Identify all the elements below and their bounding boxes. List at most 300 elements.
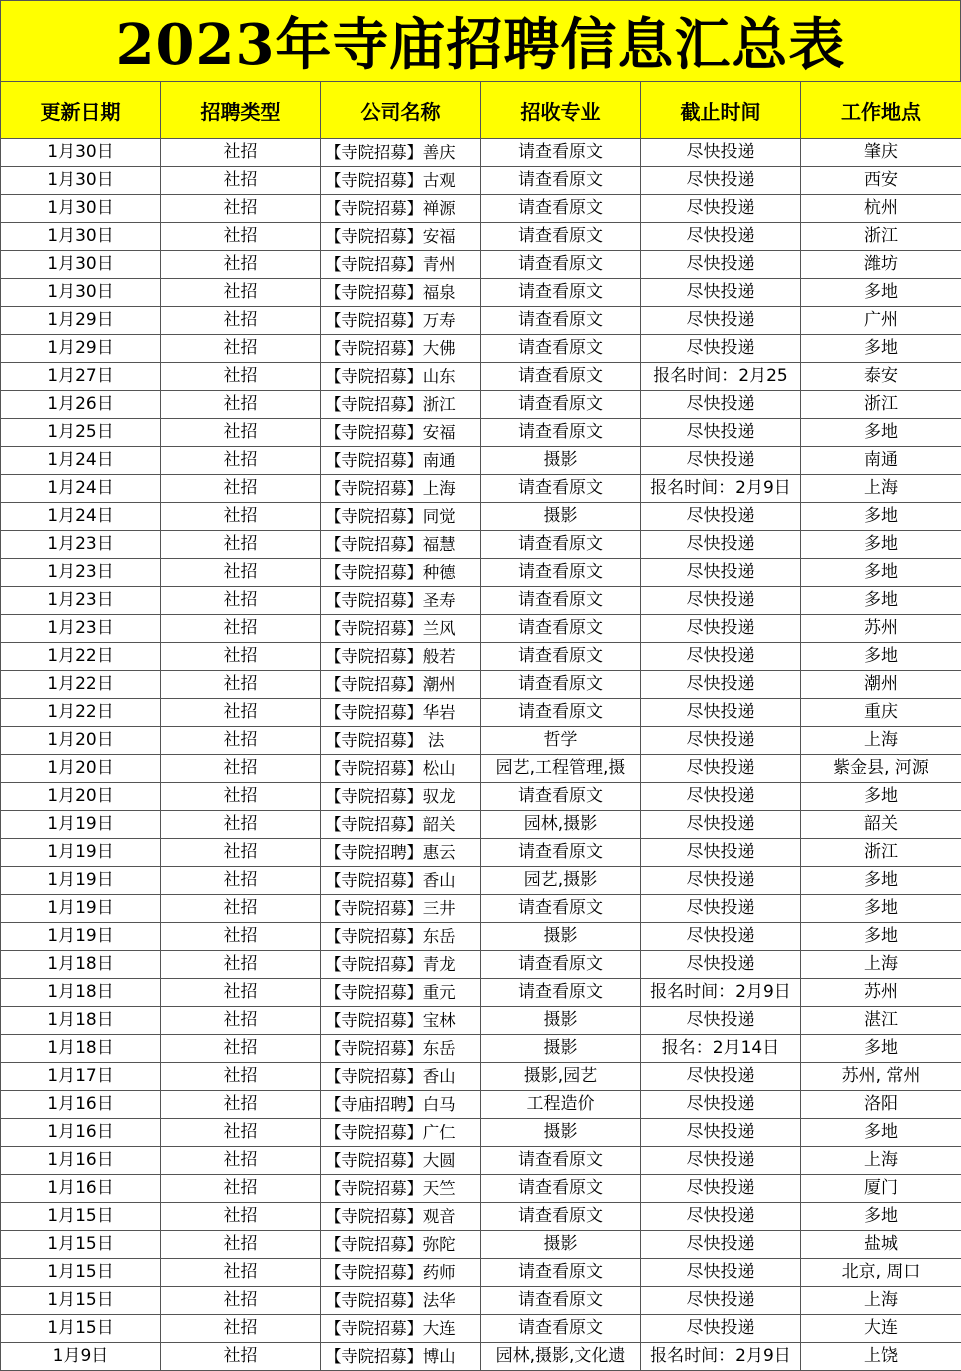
cell-recruit-type: 社招	[161, 391, 321, 419]
cell-major: 请查看原文	[481, 251, 641, 279]
table-row	[1, 1091, 961, 1119]
cell-major: 请查看原文	[481, 643, 641, 671]
cell-major: 园林,摄影,文化遗	[481, 1343, 641, 1371]
cell-recruit-type: 社招	[161, 363, 321, 391]
cell-update-date: 1月20日	[1, 727, 161, 755]
cell-recruit-type: 社招	[161, 531, 321, 559]
cell-company-name: 【寺院招募】兰风	[321, 615, 481, 643]
cell-major: 请查看原文	[481, 1147, 641, 1175]
cell-company-name: 【寺院招募】禅源	[321, 195, 481, 223]
cell-location: 上海	[801, 1287, 961, 1315]
header-row	[1, 82, 961, 139]
cell-company-name: 【寺院招募】般若	[321, 643, 481, 671]
cell-location: 多地	[801, 783, 961, 811]
cell-update-date: 1月15日	[1, 1231, 161, 1259]
cell-deadline: 尽快投递	[641, 895, 801, 923]
cell-recruit-type: 社招	[161, 643, 321, 671]
table-row	[1, 251, 961, 279]
table-row	[1, 1147, 961, 1175]
cell-major: 请查看原文	[481, 363, 641, 391]
cell-update-date: 1月19日	[1, 867, 161, 895]
cell-recruit-type: 社招	[161, 1007, 321, 1035]
table-row	[1, 279, 961, 307]
cell-update-date: 1月18日	[1, 1007, 161, 1035]
cell-recruit-type: 社招	[161, 139, 321, 167]
cell-company-name: 【寺院招募】万寿	[321, 307, 481, 335]
cell-recruit-type: 社招	[161, 223, 321, 251]
cell-deadline: 尽快投递	[641, 951, 801, 979]
cell-location: 上饶	[801, 1343, 961, 1371]
cell-company-name: 【寺院招募】弥陀	[321, 1231, 481, 1259]
table-row	[1, 335, 961, 363]
cell-update-date: 1月24日	[1, 475, 161, 503]
cell-update-date: 1月15日	[1, 1287, 161, 1315]
cell-major: 请查看原文	[481, 307, 641, 335]
cell-location: 上海	[801, 475, 961, 503]
cell-update-date: 1月9日	[1, 1343, 161, 1371]
cell-location: 盐城	[801, 1231, 961, 1259]
cell-major: 请查看原文	[481, 475, 641, 503]
cell-recruit-type: 社招	[161, 699, 321, 727]
cell-deadline: 尽快投递	[641, 839, 801, 867]
cell-deadline: 尽快投递	[641, 1259, 801, 1287]
cell-major: 请查看原文	[481, 139, 641, 167]
cell-deadline: 尽快投递	[641, 167, 801, 195]
cell-update-date: 1月15日	[1, 1315, 161, 1343]
cell-deadline: 尽快投递	[641, 1231, 801, 1259]
table-row	[1, 167, 961, 195]
cell-update-date: 1月19日	[1, 923, 161, 951]
cell-deadline: 尽快投递	[641, 1175, 801, 1203]
table-row	[1, 1175, 961, 1203]
cell-recruit-type: 社招	[161, 503, 321, 531]
cell-major: 请查看原文	[481, 783, 641, 811]
cell-update-date: 1月20日	[1, 783, 161, 811]
cell-recruit-type: 社招	[161, 839, 321, 867]
cell-location: 上海	[801, 1147, 961, 1175]
cell-deadline: 尽快投递	[641, 783, 801, 811]
cell-deadline: 尽快投递	[641, 867, 801, 895]
cell-major: 请查看原文	[481, 979, 641, 1007]
cell-location: 南通	[801, 447, 961, 475]
cell-major: 摄影	[481, 1231, 641, 1259]
cell-company-name: 【寺庙招聘】白马	[321, 1091, 481, 1119]
cell-update-date: 1月22日	[1, 699, 161, 727]
cell-location: 紫金县, 河源	[801, 755, 961, 783]
cell-major: 请查看原文	[481, 223, 641, 251]
cell-recruit-type: 社招	[161, 279, 321, 307]
cell-deadline: 尽快投递	[641, 671, 801, 699]
cell-company-name: 【寺院招募】大连	[321, 1315, 481, 1343]
cell-location: 湛江	[801, 1007, 961, 1035]
cell-location: 多地	[801, 643, 961, 671]
cell-recruit-type: 社招	[161, 1259, 321, 1287]
cell-company-name: 【寺院招募】青州	[321, 251, 481, 279]
cell-recruit-type: 社招	[161, 895, 321, 923]
cell-deadline: 尽快投递	[641, 1315, 801, 1343]
table-row	[1, 195, 961, 223]
cell-deadline: 尽快投递	[641, 643, 801, 671]
cell-company-name: 【寺院招募】宝林	[321, 1007, 481, 1035]
cell-major: 请查看原文	[481, 587, 641, 615]
header-company-name: 公司名称	[321, 82, 481, 139]
cell-recruit-type: 社招	[161, 671, 321, 699]
cell-deadline: 尽快投递	[641, 1091, 801, 1119]
cell-major: 请查看原文	[481, 1175, 641, 1203]
cell-major: 请查看原文	[481, 1259, 641, 1287]
cell-company-name: 【寺院招募】圣寿	[321, 587, 481, 615]
cell-company-name: 【寺院招募】同觉	[321, 503, 481, 531]
table-row	[1, 363, 961, 391]
cell-major: 园林,摄影	[481, 811, 641, 839]
cell-deadline: 尽快投递	[641, 755, 801, 783]
cell-deadline: 尽快投递	[641, 279, 801, 307]
table-row	[1, 475, 961, 503]
cell-recruit-type: 社招	[161, 1147, 321, 1175]
cell-location: 浙江	[801, 839, 961, 867]
cell-company-name: 【寺院招募】安福	[321, 223, 481, 251]
header-update-date: 更新日期	[1, 82, 161, 139]
table-row	[1, 923, 961, 951]
cell-recruit-type: 社招	[161, 979, 321, 1007]
cell-company-name: 【寺院招募】安福	[321, 419, 481, 447]
cell-major: 摄影	[481, 1007, 641, 1035]
cell-location: 苏州	[801, 615, 961, 643]
cell-recruit-type: 社招	[161, 727, 321, 755]
cell-company-name: 【寺院招募】华岩	[321, 699, 481, 727]
cell-major: 摄影,园艺	[481, 1063, 641, 1091]
cell-company-name: 【寺院招募】观音	[321, 1203, 481, 1231]
cell-company-name: 【寺院招募】东岳	[321, 923, 481, 951]
cell-location: 多地	[801, 503, 961, 531]
cell-recruit-type: 社招	[161, 951, 321, 979]
table-row	[1, 1343, 961, 1371]
cell-recruit-type: 社招	[161, 1203, 321, 1231]
cell-recruit-type: 社招	[161, 1175, 321, 1203]
cell-company-name: 【寺院招募】重元	[321, 979, 481, 1007]
cell-major: 请查看原文	[481, 1315, 641, 1343]
cell-deadline: 尽快投递	[641, 615, 801, 643]
table-row	[1, 223, 961, 251]
cell-deadline: 尽快投递	[641, 923, 801, 951]
cell-location: 浙江	[801, 391, 961, 419]
cell-update-date: 1月16日	[1, 1147, 161, 1175]
cell-company-name: 【寺院招募】法华	[321, 1287, 481, 1315]
table-body	[1, 139, 961, 1371]
cell-company-name: 【寺院招募】大佛	[321, 335, 481, 363]
cell-location: 多地	[801, 1119, 961, 1147]
cell-update-date: 1月20日	[1, 755, 161, 783]
cell-recruit-type: 社招	[161, 1315, 321, 1343]
cell-deadline: 尽快投递	[641, 587, 801, 615]
cell-location: 多地	[801, 587, 961, 615]
cell-deadline: 尽快投递	[641, 1147, 801, 1175]
cell-deadline: 尽快投递	[641, 727, 801, 755]
cell-major: 请查看原文	[481, 615, 641, 643]
table-row	[1, 951, 961, 979]
table-row	[1, 979, 961, 1007]
cell-update-date: 1月30日	[1, 223, 161, 251]
cell-recruit-type: 社招	[161, 755, 321, 783]
table-row	[1, 307, 961, 335]
table-row	[1, 895, 961, 923]
cell-update-date: 1月19日	[1, 811, 161, 839]
cell-location: 多地	[801, 531, 961, 559]
cell-deadline: 报名时间：2月25	[641, 363, 801, 391]
table-row	[1, 1203, 961, 1231]
table-row	[1, 1119, 961, 1147]
cell-recruit-type: 社招	[161, 1119, 321, 1147]
cell-location: 多地	[801, 559, 961, 587]
table-row	[1, 559, 961, 587]
cell-update-date: 1月26日	[1, 391, 161, 419]
cell-location: 肇庆	[801, 139, 961, 167]
cell-location: 多地	[801, 335, 961, 363]
table-row	[1, 531, 961, 559]
cell-company-name: 【寺院招募】天竺	[321, 1175, 481, 1203]
cell-update-date: 1月15日	[1, 1259, 161, 1287]
cell-company-name: 【寺院招聘】惠云	[321, 839, 481, 867]
cell-location: 潍坊	[801, 251, 961, 279]
cell-company-name: 【寺院招募】药师	[321, 1259, 481, 1287]
cell-company-name: 【寺院招募】香山	[321, 1063, 481, 1091]
header-deadline: 截止时间	[641, 82, 801, 139]
cell-location: 多地	[801, 1035, 961, 1063]
cell-company-name: 【寺院招募】潮州	[321, 671, 481, 699]
cell-update-date: 1月30日	[1, 279, 161, 307]
cell-update-date: 1月19日	[1, 895, 161, 923]
cell-major: 摄影	[481, 503, 641, 531]
table-row	[1, 811, 961, 839]
cell-major: 请查看原文	[481, 279, 641, 307]
cell-deadline: 尽快投递	[641, 335, 801, 363]
cell-company-name: 【寺院招募】东岳	[321, 1035, 481, 1063]
cell-update-date: 1月29日	[1, 307, 161, 335]
cell-deadline: 尽快投递	[641, 419, 801, 447]
cell-company-name: 【寺院招募】青龙	[321, 951, 481, 979]
table-row	[1, 1315, 961, 1343]
cell-recruit-type: 社招	[161, 923, 321, 951]
cell-update-date: 1月24日	[1, 503, 161, 531]
cell-recruit-type: 社招	[161, 1343, 321, 1371]
cell-recruit-type: 社招	[161, 587, 321, 615]
table-row	[1, 447, 961, 475]
cell-company-name: 【寺院招募】韶关	[321, 811, 481, 839]
cell-recruit-type: 社招	[161, 251, 321, 279]
cell-update-date: 1月23日	[1, 615, 161, 643]
cell-company-name: 【寺院招募】大圆	[321, 1147, 481, 1175]
cell-update-date: 1月30日	[1, 167, 161, 195]
table-row	[1, 615, 961, 643]
table-row	[1, 839, 961, 867]
cell-location: 上海	[801, 727, 961, 755]
table-row	[1, 1231, 961, 1259]
cell-company-name: 【寺院招募】种德	[321, 559, 481, 587]
cell-major: 摄影	[481, 447, 641, 475]
cell-deadline: 报名时间：2月9日	[641, 979, 801, 1007]
cell-major: 请查看原文	[481, 167, 641, 195]
cell-company-name: 【寺院招募】三井	[321, 895, 481, 923]
cell-update-date: 1月16日	[1, 1175, 161, 1203]
cell-company-name: 【寺院招募】善庆	[321, 139, 481, 167]
cell-deadline: 尽快投递	[641, 503, 801, 531]
cell-location: 多地	[801, 419, 961, 447]
cell-major: 工程造价	[481, 1091, 641, 1119]
cell-update-date: 1月24日	[1, 447, 161, 475]
cell-location: 大连	[801, 1315, 961, 1343]
table-row	[1, 391, 961, 419]
cell-deadline: 尽快投递	[641, 139, 801, 167]
cell-update-date: 1月15日	[1, 1203, 161, 1231]
cell-major: 请查看原文	[481, 531, 641, 559]
cell-location: 杭州	[801, 195, 961, 223]
table-row	[1, 643, 961, 671]
cell-location: 厦门	[801, 1175, 961, 1203]
cell-company-name: 【寺院招募】福慧	[321, 531, 481, 559]
cell-update-date: 1月22日	[1, 671, 161, 699]
cell-update-date: 1月18日	[1, 951, 161, 979]
cell-recruit-type: 社招	[161, 307, 321, 335]
cell-update-date: 1月25日	[1, 419, 161, 447]
table-row	[1, 867, 961, 895]
cell-recruit-type: 社招	[161, 811, 321, 839]
cell-major: 摄影	[481, 1035, 641, 1063]
header-major: 招收专业	[481, 82, 641, 139]
cell-location: 洛阳	[801, 1091, 961, 1119]
cell-deadline: 报名时间：2月9日	[641, 1343, 801, 1371]
cell-location: 上海	[801, 951, 961, 979]
cell-update-date: 1月19日	[1, 839, 161, 867]
cell-recruit-type: 社招	[161, 559, 321, 587]
cell-update-date: 1月23日	[1, 587, 161, 615]
cell-deadline: 尽快投递	[641, 1287, 801, 1315]
cell-major: 请查看原文	[481, 951, 641, 979]
table-row	[1, 727, 961, 755]
cell-location: 苏州, 常州	[801, 1063, 961, 1091]
cell-company-name: 【寺院招募】古观	[321, 167, 481, 195]
cell-deadline: 报名时间：2月9日	[641, 475, 801, 503]
cell-recruit-type: 社招	[161, 335, 321, 363]
cell-deadline: 尽快投递	[641, 531, 801, 559]
cell-major: 请查看原文	[481, 1287, 641, 1315]
table-row	[1, 1259, 961, 1287]
cell-company-name: 【寺院招募】博山	[321, 1343, 481, 1371]
cell-major: 请查看原文	[481, 699, 641, 727]
cell-location: 北京, 周口	[801, 1259, 961, 1287]
cell-location: 多地	[801, 867, 961, 895]
cell-recruit-type: 社招	[161, 475, 321, 503]
cell-major: 请查看原文	[481, 391, 641, 419]
cell-deadline: 报名：2月14日	[641, 1035, 801, 1063]
cell-location: 多地	[801, 279, 961, 307]
cell-location: 西安	[801, 167, 961, 195]
cell-update-date: 1月30日	[1, 195, 161, 223]
cell-deadline: 尽快投递	[641, 1203, 801, 1231]
cell-deadline: 尽快投递	[641, 307, 801, 335]
table-row	[1, 1063, 961, 1091]
cell-deadline: 尽快投递	[641, 811, 801, 839]
table-row	[1, 1287, 961, 1315]
table-row	[1, 587, 961, 615]
cell-update-date: 1月23日	[1, 531, 161, 559]
cell-deadline: 尽快投递	[641, 223, 801, 251]
cell-recruit-type: 社招	[161, 1287, 321, 1315]
cell-company-name: 【寺院招募】广仁	[321, 1119, 481, 1147]
cell-company-name: 【寺院招募】福泉	[321, 279, 481, 307]
cell-deadline: 尽快投递	[641, 1007, 801, 1035]
cell-update-date: 1月18日	[1, 1035, 161, 1063]
cell-location: 广州	[801, 307, 961, 335]
cell-location: 重庆	[801, 699, 961, 727]
cell-update-date: 1月18日	[1, 979, 161, 1007]
cell-recruit-type: 社招	[161, 783, 321, 811]
cell-update-date: 1月30日	[1, 251, 161, 279]
table-row	[1, 139, 961, 167]
cell-major: 请查看原文	[481, 839, 641, 867]
cell-major: 摄影	[481, 1119, 641, 1147]
cell-deadline: 尽快投递	[641, 699, 801, 727]
cell-recruit-type: 社招	[161, 167, 321, 195]
cell-major: 请查看原文	[481, 895, 641, 923]
table-row	[1, 671, 961, 699]
cell-company-name: 【寺院招募】上海	[321, 475, 481, 503]
cell-recruit-type: 社招	[161, 447, 321, 475]
cell-major: 摄影	[481, 923, 641, 951]
cell-company-name: 【寺院招募】山东	[321, 363, 481, 391]
table-row	[1, 783, 961, 811]
cell-company-name: 【寺院招募】 法	[321, 727, 481, 755]
cell-location: 多地	[801, 923, 961, 951]
cell-recruit-type: 社招	[161, 195, 321, 223]
cell-location: 浙江	[801, 223, 961, 251]
table-row	[1, 699, 961, 727]
table-row	[1, 1007, 961, 1035]
cell-update-date: 1月22日	[1, 643, 161, 671]
cell-update-date: 1月17日	[1, 1063, 161, 1091]
cell-update-date: 1月30日	[1, 139, 161, 167]
recruitment-table	[0, 81, 961, 1371]
header-location: 工作地点	[801, 82, 961, 139]
cell-update-date: 1月16日	[1, 1091, 161, 1119]
cell-location: 多地	[801, 1203, 961, 1231]
cell-recruit-type: 社招	[161, 419, 321, 447]
cell-recruit-type: 社招	[161, 1063, 321, 1091]
cell-deadline: 尽快投递	[641, 251, 801, 279]
cell-major: 请查看原文	[481, 335, 641, 363]
sheet-title: 2023年寺庙招聘信息汇总表	[0, 0, 961, 81]
cell-major: 哲学	[481, 727, 641, 755]
cell-update-date: 1月16日	[1, 1119, 161, 1147]
table-row	[1, 755, 961, 783]
cell-major: 园艺,工程管理,摄	[481, 755, 641, 783]
table-row	[1, 1035, 961, 1063]
cell-recruit-type: 社招	[161, 1035, 321, 1063]
cell-company-name: 【寺院招募】香山	[321, 867, 481, 895]
cell-update-date: 1月29日	[1, 335, 161, 363]
cell-location: 苏州	[801, 979, 961, 1007]
cell-location: 潮州	[801, 671, 961, 699]
cell-major: 请查看原文	[481, 559, 641, 587]
cell-update-date: 1月27日	[1, 363, 161, 391]
cell-recruit-type: 社招	[161, 867, 321, 895]
cell-company-name: 【寺院招募】浙江	[321, 391, 481, 419]
cell-deadline: 尽快投递	[641, 1063, 801, 1091]
cell-deadline: 尽快投递	[641, 391, 801, 419]
table-row	[1, 503, 961, 531]
cell-major: 请查看原文	[481, 671, 641, 699]
cell-deadline: 尽快投递	[641, 195, 801, 223]
header-recruit-type: 招聘类型	[161, 82, 321, 139]
